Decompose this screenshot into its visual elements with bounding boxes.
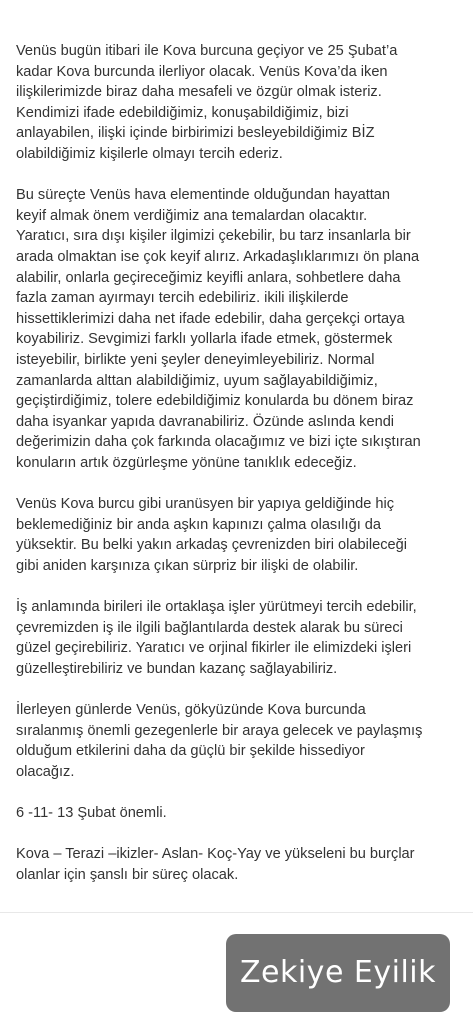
article-paragraph: Kova – Terazi –ikizler- Aslan- Koç-Yay ve yükseleni bu burçlar olanlar için şanslı bir süreç olacak.	[16, 846, 415, 883]
article-paragraph: Venüs Kova burcu gibi uranüsyen bir yapıya geldiğinde hiç beklemediğiniz bir anda aşkın kapınızı çalma olasılığı da yüksektir. Bu belki yakın arkadaş çevrenizden biri olabileceği gibi aniden karşınıza çıkan sürpriz bir ilişki de olabilir.	[16, 496, 407, 574]
author-watermark: Zekiye Eyilik	[226, 934, 450, 1012]
article-paragraph: İş anlamında birileri ile ortaklaşa işler yürütmeyi tercih edebilir, çevremizden iş ile ilgili bağlantılarda destek alarak bu süreci güzel geçirebiliriz. Yaratıcı ve orjinal fikirler ile elimizdeki işleri güzelleştirebiliriz ve bundan kazanç sağlayabiliriz.	[16, 599, 417, 677]
article-paragraph: Venüs bugün itibari ile Kova burcuna geçiyor ve 25 Şubat’a kadar Kova burcunda ilerliyor olacak. Venüs Kova’da iken ilişkilerimizde biraz daha mesafeli ve özgür olmak isteriz. Kendimizi ifade edebildiğimiz, konuşabildiğimiz, bizi anlayabilen, ilişki içinde birbirimizi besleyebildiğimiz BİZ olabildiğimiz kişilerle olmayı tercih ederiz.	[16, 43, 398, 162]
article-paragraph: 6 -11- 13 Şubat önemli.	[16, 804, 167, 821]
article-paragraph: Bu süreçte Venüs hava elementinde olduğundan hayattan keyif almak önem verdiğimiz ana temalardan olacaktır. Yaratıcı, sıra dışı kişiler ilgimizi çekebilir, bu tarz insanlarla bir arada olmaktan ise çok keyif alırız. Arkadaşlıklarımızı ön plana alabilir, onlarla geçireceğimiz keyifli anlara, sohbetlere daha fazla zaman ayırmayı tercih edebiliriz. ikili ilişkilerde hissettiklerimizi daha net ifade edebilir, daha gerçekçi ortaya koyabiliriz. Sevgimizi farklı yollarla ifade etmek, göstermek isteyebilir, birlikte yeni şeyler deneyimleyebiliriz. Normal zamanlarda alttan alabildiğimiz, uyum sağlayabildiğimiz, geçiştirdiğimiz, tolere edebildiğimiz konularda bu dönem biraz daha isyankar yapıda davranabiliriz. Özünde aslında kendi değerimizin daha çok farkında olacağımız ve bizi içte sıkıştıran konuların artık özgürleşme yönüne tanıklık edeceğiz.	[16, 187, 421, 471]
divider	[0, 912, 473, 913]
article-paragraph: İlerleyen günlerde Venüs, gökyüzünde Kova burcunda sıralanmış önemli gezegenlerle bir araya gelecek ve paylaşmış olduğum etkilerini daha da güçlü bir şekilde hissediyor olacağız.	[16, 702, 423, 780]
article-body	[16, 41, 461, 906]
